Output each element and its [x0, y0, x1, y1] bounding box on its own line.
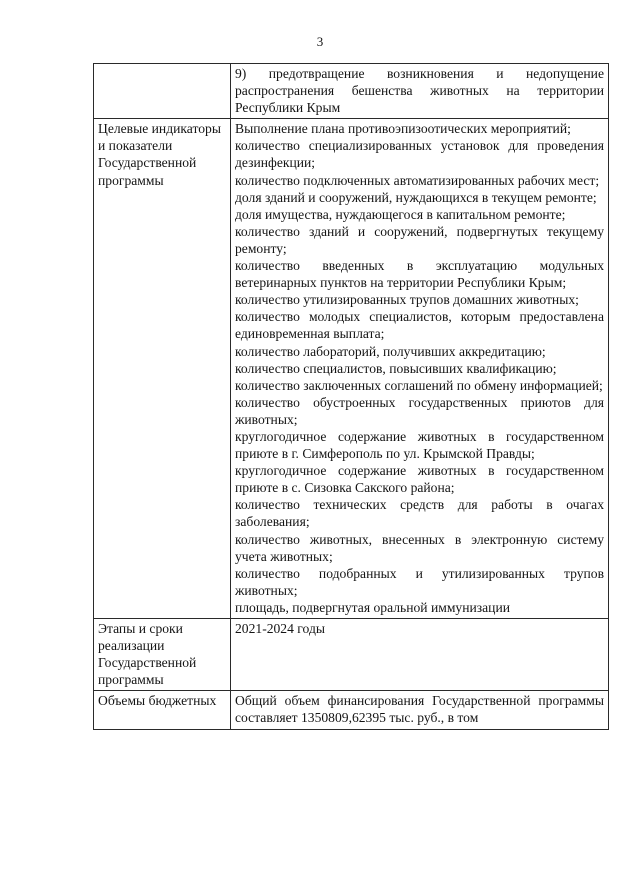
indicator-item: площадь, подвергнутая оральной иммунизации: [235, 599, 511, 615]
indicator-item: количество обустроенных государственных приютов для животных;: [235, 394, 604, 427]
program-passport-table: [93, 63, 609, 730]
indicator-item: количество молодых специалистов, которым предоставлена единовременная выплата;: [235, 309, 604, 342]
indicator-item: Выполнение плана противоэпизоотических мероприятий;: [235, 121, 571, 137]
indicator-item: количество специализированных установок для проведения дезинфекции;: [235, 138, 604, 171]
table-row-funding: [94, 691, 609, 729]
indicator-item: количество заключенных соглашений по обмену информацией;: [235, 377, 603, 393]
table-row-indicators: [94, 119, 609, 619]
indicator-item: количество животных, внесенных в электронную систему учета животных;: [235, 531, 604, 564]
indicator-item: количество утилизированных трупов домашних животных;: [235, 292, 579, 308]
indicator-item: количество лабораторий, получивших аккредитацию;: [235, 343, 546, 359]
row-value-funding: [231, 691, 609, 729]
indicator-item: доля имущества, нуждающегося в капитальном ремонте;: [235, 206, 566, 222]
indicator-item: количество специалистов, повысивших квалификацию;: [235, 360, 557, 376]
row-value-goals: [231, 64, 609, 119]
page-number: 3: [316, 34, 324, 49]
indicator-item: количество введенных в эксплуатацию модульных ветеринарных пунктов на территории Республики Крым;: [235, 258, 604, 291]
row-label-empty: [94, 64, 231, 119]
indicator-item: количество подключенных автоматизированных рабочих мест;: [235, 172, 600, 188]
goal-item-9: 9) предотвращение возникновения и недопущение распространения бешенства животных на территории Республики Крым: [235, 66, 604, 116]
indicator-item: доля зданий и сооружений, нуждающихся в текущем ремонте;: [235, 189, 597, 205]
stages-period: 2021-2024 годы: [235, 621, 325, 636]
indicator-item: круглогодичное содержание животных в государственном приюте в с. Сизовка Сакского района;: [235, 463, 604, 496]
row-value-stages: [231, 619, 609, 691]
indicator-item: количество подобранных и утилизированных трупов животных;: [235, 565, 604, 598]
table-row-stages: [94, 619, 609, 691]
row-label-indicators: Целевые индикаторы и показатели Государственной программы: [94, 119, 231, 619]
indicator-item: количество зданий и сооружений, подвергнутых текущему ремонту;: [235, 223, 604, 256]
table-row-goals-continued: [94, 64, 609, 119]
indicator-item: количество технических средств для работы в очагах заболевания;: [235, 497, 604, 530]
indicator-item: круглогодичное содержание животных в государственном приюте в г. Симферополь по ул. Крымской Правды;: [235, 428, 604, 462]
row-value-indicators: [231, 119, 609, 619]
funding-total: Общий объем финансирования Государственной программы составляет 1350809,62395 тыс. руб., в том: [235, 693, 604, 726]
row-label-funding: Объемы бюджетных: [94, 691, 231, 729]
row-label-stages: Этапы и сроки реализации Государственной программы: [94, 619, 231, 691]
